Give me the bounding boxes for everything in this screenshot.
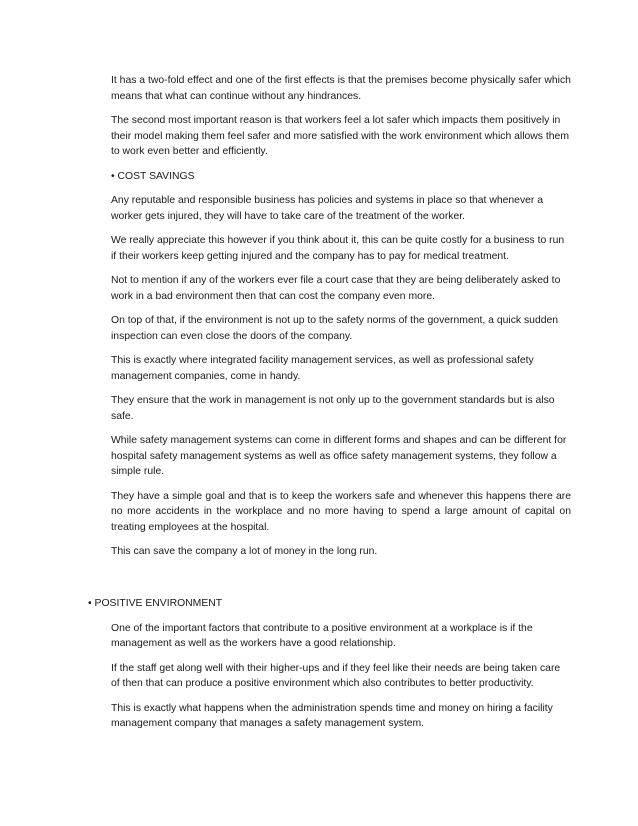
paragraph-higher-ups: If the staff get along well with their higher-ups and if they feel like their needs are being taken care of then that can produce a positive environment which also contributes to better productivity. bbox=[111, 662, 561, 689]
paragraph-safety-norms: On top of that, if the environment is not up to the safety norms of the government, a quick sudden inspection can even close the doors of the company. bbox=[111, 315, 559, 342]
heading-cost-savings: • COST SAVINGS bbox=[111, 170, 195, 182]
paragraph-integrated-services: This is exactly where integrated facility management services, as well as professional safety management companies, come in handy. bbox=[111, 355, 534, 382]
paragraph-costly: We really appreciate this however if you think about it, this can be quite costly for a business to run if their workers keep getting injured and the company has to pay for medical treatment. bbox=[111, 235, 565, 262]
paragraph-government-standards: They ensure that the work in management is not only up to the government standards but is also safe. bbox=[111, 395, 555, 422]
paragraph-court-case: Not to mention if any of the workers ever file a court case that they are being deliberately asked to work in a bad environment then that can cost the company even more. bbox=[111, 275, 561, 302]
paragraph-workers-safer: The second most important reason is that workers feel a lot safer which impacts them positively in their model making them feel safer and more satisfied with the work environment which allows them to work even better and efficiently. bbox=[111, 115, 569, 157]
section-body bbox=[88, 621, 568, 732]
paragraph-good-relationship: One of the important factors that contribute to a positive environment at a workplace is if the management as well as the workers have a good relationship. bbox=[111, 622, 533, 649]
heading-positive-environment: • POSITIVE ENVIRONMENT bbox=[88, 598, 223, 609]
paragraph-simple-goal: They have a simple goal and that is to keep the workers safe and whenever this happens there are no more accidents in the workplace and no more having to spend a large amount of capital on treating employees at the hospital. bbox=[111, 490, 571, 533]
paragraph-administration: This is exactly what happens when the administration spends time and money on hiring a facility management company that manages a safety management system. bbox=[111, 702, 553, 729]
paragraph-two-fold-effect: It has a two-fold effect and one of the first effects is that the premises become physically safer which means that what can continue without any hindrances. bbox=[111, 75, 571, 102]
paragraph-forms-and-shapes: While safety management systems can come in different forms and shapes and can be different for hospital safety management systems as well as office safety management systems, they follow a simple rule. bbox=[111, 435, 567, 477]
paragraph-reputable-business: Any reputable and responsible business has policies and systems in place so that whenever a worker gets injured, they will have to take care of the treatment of the worker. bbox=[111, 195, 544, 222]
section-positive-environment bbox=[88, 596, 568, 741]
section-continuation bbox=[111, 73, 571, 569]
paragraph-save-money: This can save the company a lot of money in the long run. bbox=[111, 546, 378, 557]
